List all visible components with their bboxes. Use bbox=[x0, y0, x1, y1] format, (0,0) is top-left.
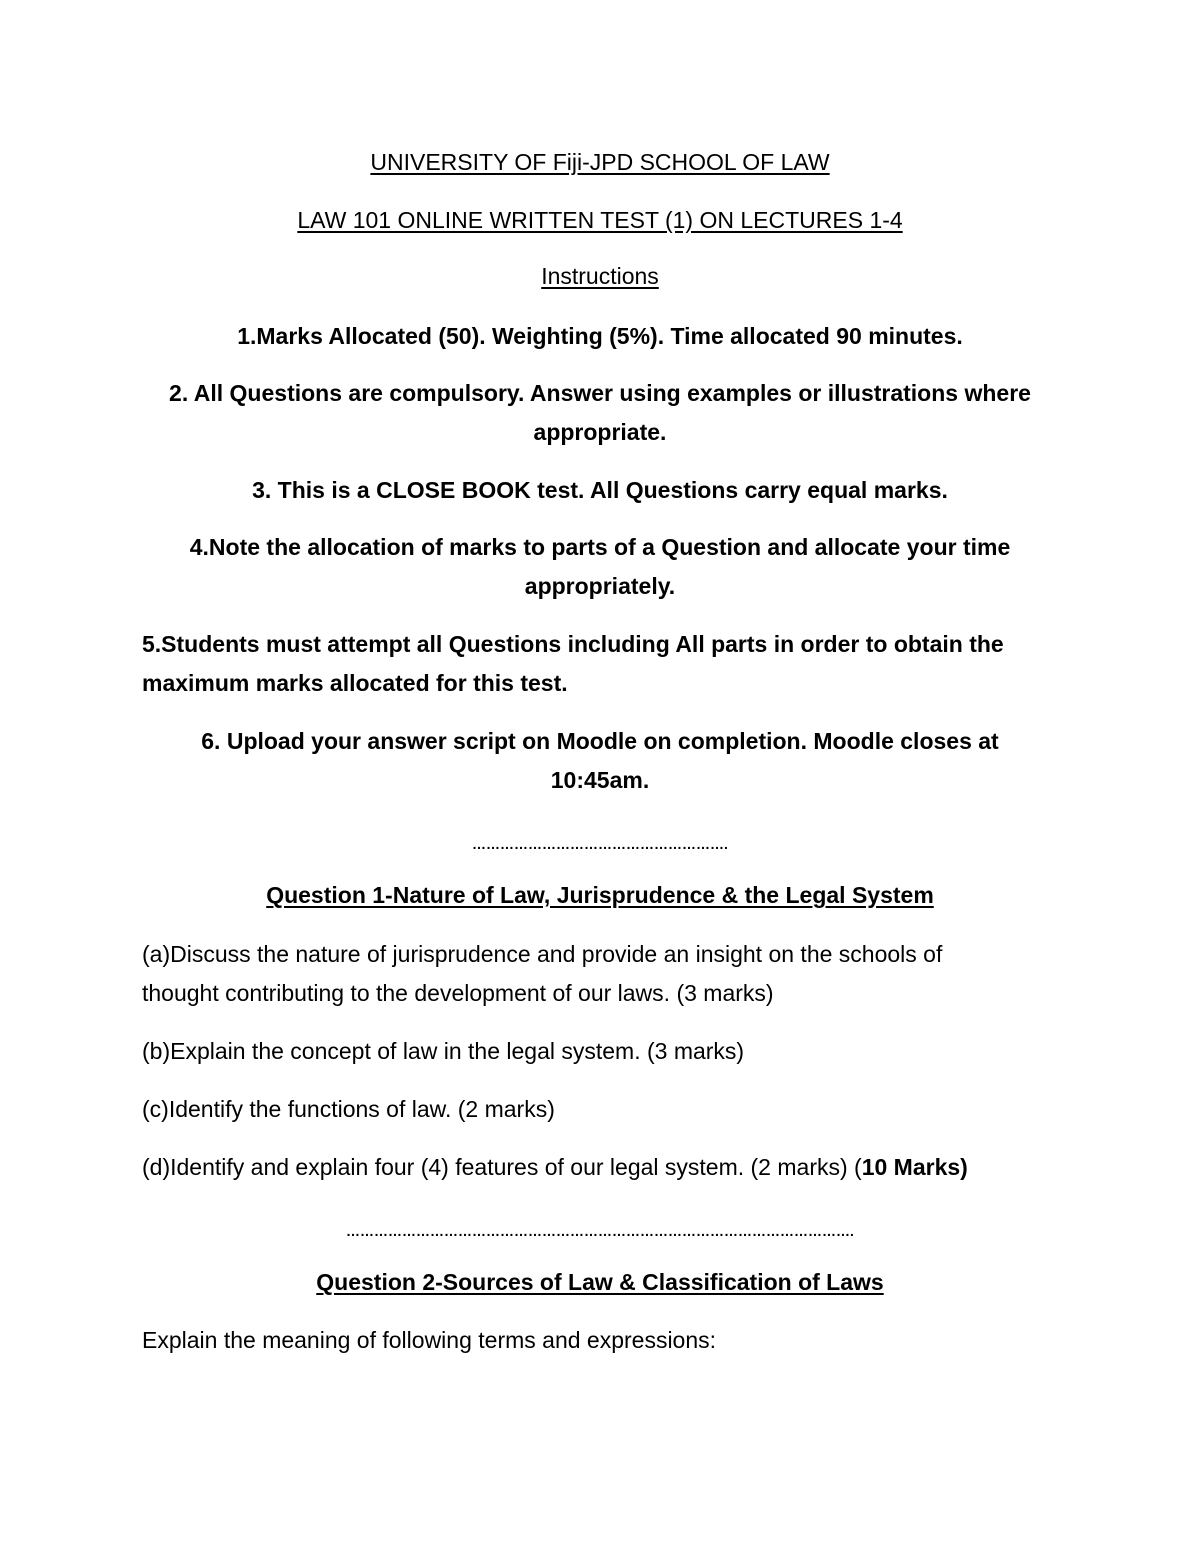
question-1d-total: 10 Marks) bbox=[861, 1154, 968, 1180]
instruction-2-line-2: appropriate. bbox=[533, 419, 667, 445]
instruction-2-line-1: 2. All Questions are compulsory. Answer using examples or illustrations where bbox=[169, 380, 1031, 406]
instruction-5-line-2: maximum marks allocated for this test. bbox=[142, 670, 568, 696]
question-1d-text: (d)Identify and explain four (4) features of our legal system. (2 marks) bbox=[142, 1154, 855, 1180]
question-1a-line-1: (a)Discuss the nature of jurisprudence and provide an insight on the schools of bbox=[142, 941, 943, 967]
instruction-1: 1.Marks Allocated (50). Weighting (5%). Time allocated 90 minutes. bbox=[237, 323, 963, 349]
instruction-5-line-1: 5.Students must attempt all Questions including All parts in order to obtain the bbox=[142, 631, 1004, 657]
question-2-heading: Question 2-Sources of Law & Classification of Laws bbox=[316, 1269, 884, 1295]
instruction-6-line-2: 10:45am. bbox=[550, 767, 650, 793]
separator-long: ………………………………………………………………………………………………. bbox=[346, 1223, 854, 1239]
separator-short: ………………………………………………. bbox=[472, 836, 728, 852]
question-1a-line-2: thought contributing to the development of our laws. (3 marks) bbox=[142, 980, 774, 1006]
question-1d bbox=[142, 1153, 1142, 1181]
instruction-3: 3. This is a CLOSE BOOK test. All Questions carry equal marks. bbox=[252, 477, 948, 503]
instruction-4-line-2: appropriately. bbox=[524, 573, 676, 599]
test-title: LAW 101 ONLINE WRITTEN TEST (1) ON LECTURES 1-4 bbox=[297, 207, 903, 233]
instruction-4-line-1: 4.Note the allocation of marks to parts of a Question and allocate your time bbox=[189, 534, 1011, 560]
university-title: UNIVERSITY OF Fiji-JPD SCHOOL OF LAW bbox=[370, 149, 830, 175]
question-1b: (b)Explain the concept of law in the legal system. (3 marks) bbox=[142, 1038, 745, 1064]
question-1-heading: Question 1-Nature of Law, Jurisprudence & the Legal System bbox=[266, 882, 934, 908]
question-1d-total-open: ( bbox=[854, 1154, 862, 1180]
question-1c: (c)Identify the functions of law. (2 marks) bbox=[142, 1096, 555, 1122]
instruction-6-line-1: 6. Upload your answer script on Moodle on completion. Moodle closes at bbox=[201, 728, 999, 754]
question-2-intro: Explain the meaning of following terms and expressions: bbox=[142, 1327, 717, 1353]
instructions-heading: Instructions bbox=[541, 263, 659, 289]
